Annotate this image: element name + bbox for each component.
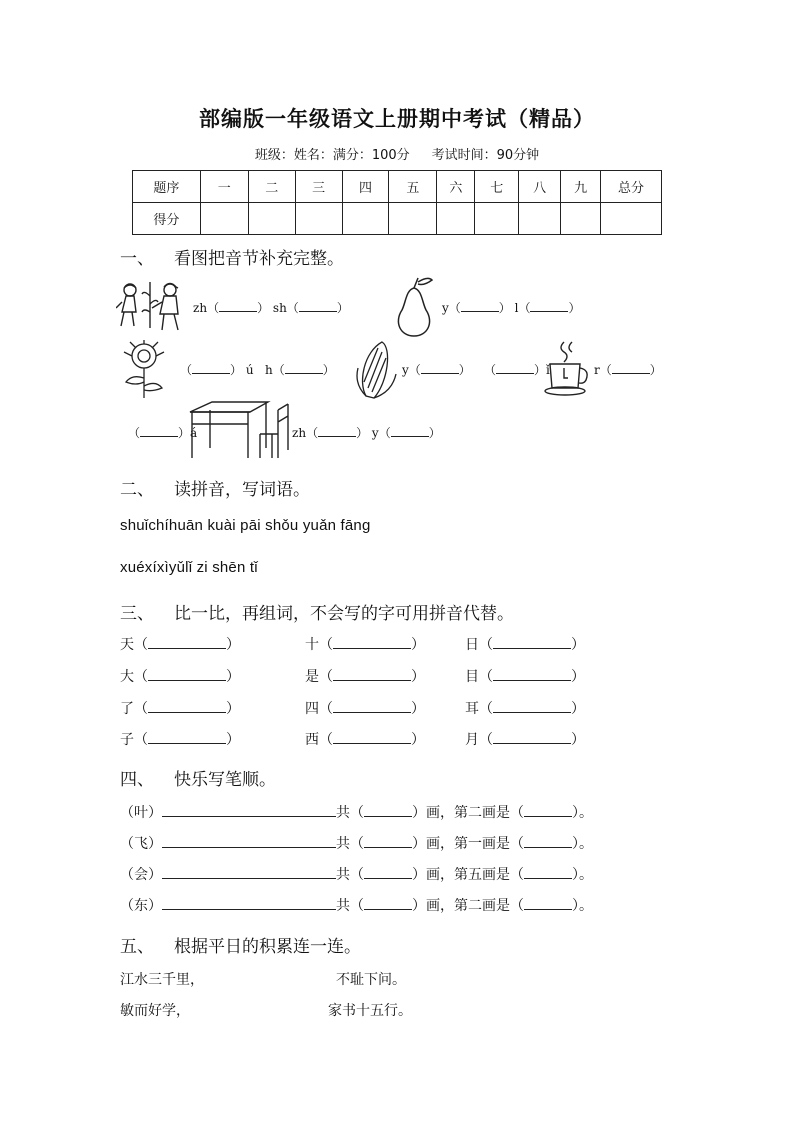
char-label: 东 — [134, 898, 148, 914]
stroke-order-row: （会） 共（ ）画，第五画是（ ）。 — [120, 867, 593, 883]
score-cell[interactable] — [437, 203, 475, 235]
pinyin-line: xuéxíxìyǔlǐ zi shēn tǐ — [120, 559, 258, 576]
order-blank[interactable] — [524, 897, 572, 910]
word-group-item: 了（ ） — [120, 701, 240, 717]
score-table — [132, 170, 662, 235]
pinyin-letter: sh — [272, 301, 287, 315]
pear-pinyin: y（ ） l（ ） — [442, 301, 581, 315]
match-left-item[interactable]: 敏而好学， — [120, 1003, 190, 1019]
stroke-blank[interactable] — [162, 897, 336, 910]
section-2-heading — [120, 475, 310, 500]
chrysanthemum-icon — [118, 340, 170, 400]
section-number: 一、 — [120, 249, 154, 269]
word-group-item: 是（ ） — [305, 669, 425, 685]
stroke-label: 画， — [426, 805, 454, 821]
stroke-label: 画， — [426, 898, 454, 914]
answer-blank[interactable] — [148, 668, 226, 681]
answer-blank[interactable] — [493, 668, 571, 681]
pinyin-letter: y — [442, 301, 449, 315]
pinyin-letter: h — [265, 363, 273, 377]
word-group-item: 大（ ） — [120, 669, 240, 685]
chrysanthemum-pinyin: （ ） ú h（ ） — [180, 363, 335, 377]
score-header-row — [133, 171, 662, 203]
class-name-line: 班级：姓名：满分：100分 — [254, 148, 410, 163]
word-group-item: 天（ ） — [120, 637, 240, 653]
section-3-heading — [120, 599, 514, 624]
answer-blank[interactable] — [496, 362, 534, 374]
stroke-label: 画， — [426, 867, 454, 883]
score-header-cell: 八 — [519, 171, 561, 203]
answer-blank[interactable] — [333, 700, 411, 713]
word-group-item: 目（ ） — [465, 669, 585, 685]
section-number: 五、 — [120, 937, 154, 957]
score-cell[interactable] — [342, 203, 389, 235]
char-label: 天 — [120, 637, 134, 653]
char-label: 飞 — [134, 836, 148, 852]
score-header-cell: 五 — [389, 171, 437, 203]
answer-blank[interactable] — [530, 300, 568, 312]
order-label: 第二画是 — [454, 805, 510, 821]
pinyin-letter: ǐ — [546, 363, 550, 377]
answer-blank[interactable] — [285, 362, 323, 374]
char-label: 大 — [120, 669, 134, 685]
answer-blank[interactable] — [612, 362, 650, 374]
score-cell[interactable] — [248, 203, 295, 235]
char-label: 耳 — [465, 701, 479, 717]
count-blank[interactable] — [364, 897, 412, 910]
answer-blank[interactable] — [333, 731, 411, 744]
section-title: 看图把音节补充完整。 — [174, 249, 344, 269]
answer-blank[interactable] — [493, 731, 571, 744]
answer-blank[interactable] — [493, 700, 571, 713]
pinyin-letter: y — [371, 426, 379, 440]
pinyin-letter: zh — [193, 301, 208, 315]
word-group-item: 月（ ） — [465, 732, 585, 748]
stroke-order-row: （飞） 共（ ）画，第一画是（ ）。 — [120, 836, 593, 852]
section-title: 读拼音，写词语。 — [174, 480, 310, 500]
answer-blank[interactable] — [391, 425, 429, 437]
score-cell[interactable] — [561, 203, 601, 235]
pear-icon — [392, 276, 436, 338]
section-title: 比一比，再组词，不会写的字可用拼音代替。 — [174, 604, 514, 624]
score-header-cell: 总分 — [601, 171, 662, 203]
word-group-item: 四（ ） — [305, 701, 425, 717]
answer-blank[interactable] — [192, 362, 230, 374]
answer-blank[interactable] — [421, 362, 459, 374]
order-blank[interactable] — [524, 866, 572, 879]
corn-icon — [352, 338, 402, 402]
section-title: 根据平日的积累连一连。 — [174, 937, 361, 957]
match-right-item[interactable]: 不耻下问。 — [336, 972, 406, 988]
answer-blank[interactable] — [333, 668, 411, 681]
word-group-item: 十（ ） — [305, 637, 425, 653]
section-number: 四、 — [120, 770, 154, 790]
score-cell[interactable] — [475, 203, 519, 235]
answer-blank[interactable] — [461, 300, 499, 312]
stroke-label: 画， — [426, 836, 454, 852]
pinyin-letter: r — [594, 363, 600, 377]
order-label: 第一画是 — [454, 836, 510, 852]
answer-blank[interactable] — [148, 636, 226, 649]
section-number: 三、 — [120, 604, 154, 624]
score-header-cell: 二 — [248, 171, 295, 203]
score-cell[interactable] — [200, 203, 248, 235]
kids-planting-icon — [116, 278, 190, 334]
pinyin-letter: y — [402, 363, 409, 377]
stroke-order-row: （叶） 共（ ）画，第二画是（ ）。 — [120, 805, 593, 821]
word-group-item: 子（ ） — [120, 732, 240, 748]
stroke-order-row: （东） 共（ ）画，第二画是（ ）。 — [120, 898, 593, 914]
score-header-cell: 九 — [561, 171, 601, 203]
total-label: 共 — [336, 836, 350, 852]
pinyin-line: shuǐchíhuān kuài pāi shǒu yuǎn fāng — [120, 517, 371, 534]
score-cell[interactable] — [295, 203, 342, 235]
score-cell[interactable] — [519, 203, 561, 235]
word-group-item: 日（ ） — [465, 637, 585, 653]
desk-pinyin-front: （ ）á — [128, 426, 198, 440]
char-label: 叶 — [134, 805, 148, 821]
corn-pinyin: y（ ） — [402, 363, 471, 377]
order-label: 第五画是 — [454, 867, 510, 883]
score-row — [133, 203, 662, 235]
section-5-heading — [120, 932, 361, 957]
section-title: 快乐写笔顺。 — [174, 770, 276, 790]
char-label: 是 — [305, 669, 319, 685]
order-blank[interactable] — [524, 804, 572, 817]
answer-blank[interactable] — [219, 300, 257, 312]
section-4-heading — [120, 765, 276, 790]
char-label: 四 — [305, 701, 319, 717]
score-header-cell: 七 — [475, 171, 519, 203]
stroke-blank[interactable] — [162, 804, 336, 817]
stroke-blank[interactable] — [162, 835, 336, 848]
section-number: 二、 — [120, 480, 154, 500]
count-blank[interactable] — [364, 835, 412, 848]
answer-blank[interactable] — [493, 636, 571, 649]
char-label: 月 — [465, 732, 479, 748]
total-label: 共 — [336, 805, 350, 821]
exam-info — [0, 144, 794, 163]
score-row-label: 得分 — [133, 203, 201, 235]
order-label: 第二画是 — [454, 898, 510, 914]
score-header-cell: 四 — [342, 171, 389, 203]
score-header-cell: 六 — [437, 171, 475, 203]
kids-pinyin: zh（ ） sh（ ） — [193, 301, 349, 315]
match-right-item[interactable]: 家书十五行。 — [328, 1003, 412, 1019]
total-label: 共 — [336, 867, 350, 883]
desk-chair-icon — [188, 400, 292, 460]
answer-blank[interactable] — [318, 425, 356, 437]
order-blank[interactable] — [524, 835, 572, 848]
score-cell[interactable] — [389, 203, 437, 235]
stroke-blank[interactable] — [162, 866, 336, 879]
word-group-item: 耳（ ） — [465, 701, 585, 717]
score-header-cell: 三 — [295, 171, 342, 203]
answer-blank[interactable] — [333, 636, 411, 649]
score-cell[interactable] — [601, 203, 662, 235]
char-label: 会 — [134, 867, 148, 883]
count-blank[interactable] — [364, 866, 412, 879]
char-label: 了 — [120, 701, 134, 717]
count-blank[interactable] — [364, 804, 412, 817]
char-label: 西 — [305, 732, 319, 748]
answer-blank[interactable] — [148, 700, 226, 713]
tea-pinyin-front: （ ）ǐ — [484, 363, 550, 377]
page-title: 部编版一年级语文上册期中考试（精品） — [199, 107, 595, 131]
score-header-cell: 题序 — [133, 171, 201, 203]
answer-blank[interactable] — [140, 425, 178, 437]
char-label: 目 — [465, 669, 479, 685]
desk-pinyin-back: zh（ ） y（ ） — [292, 426, 441, 440]
section-1-heading — [120, 244, 344, 269]
answer-blank[interactable] — [148, 731, 226, 744]
score-header-cell: 一 — [200, 171, 248, 203]
total-label: 共 — [336, 898, 350, 914]
tea-pinyin-back: r（ ） — [594, 363, 662, 377]
pinyin-letter: á — [190, 426, 198, 440]
match-left-item[interactable]: 江水三千里， — [120, 972, 204, 988]
pinyin-letter: l — [514, 301, 519, 315]
char-label: 十 — [305, 637, 319, 653]
char-label: 子 — [120, 732, 134, 748]
pinyin-letter: zh — [292, 426, 307, 440]
pinyin-letter: ú — [245, 363, 254, 377]
answer-blank[interactable] — [299, 300, 337, 312]
word-group-item: 西（ ） — [305, 732, 425, 748]
char-label: 日 — [465, 637, 479, 653]
exam-time: 考试时间：90分钟 — [431, 148, 540, 163]
teacup-icon — [544, 338, 594, 398]
